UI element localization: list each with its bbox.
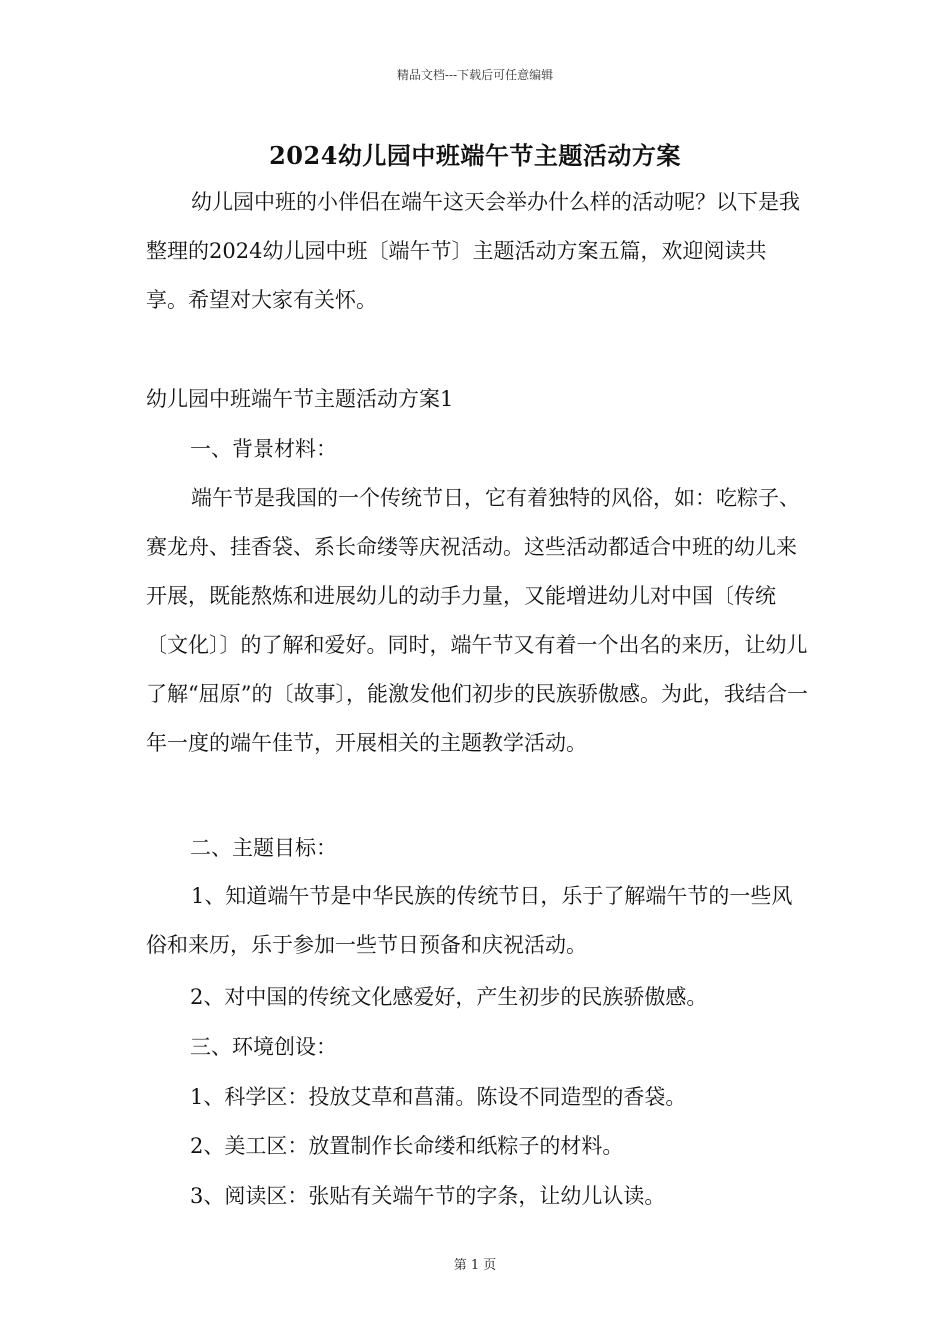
environment-item-3: 3、阅读区：张贴有关端午节的字条，让幼儿认读。 — [190, 1184, 666, 1208]
background-heading: 一、背景材料： — [190, 437, 337, 461]
goal-item-2: 2、对中国的传统文化感爱好，产生初步的民族骄傲感。 — [190, 985, 708, 1009]
header-note: 精品文档---下载后可任意编辑 — [396, 68, 554, 82]
background-paragraph: 端午节是我国的一个传统节日，它有着独特的风俗，如：吃粽子、赛龙舟、挂香袋、系长命缕等庆祝活动。这些活动都适合中班的幼儿来开展，既能熬炼和进展幼儿的动手力量，又能增进幼儿对中国〔传统〔文化〕〕的了解和爱好。同时，端午节又有着一个出名的来历，让幼儿了解“屈原”的〔故事〕，能激发他们初步的民族骄傲感。为此，我结合一年一度的端午佳节，开展相关的主题教学活动。 — [146, 486, 808, 755]
intro-paragraph: 幼儿园中班的小伴侣在端午这天会举办什么样的活动呢？以下是我整理的2024幼儿园中班〔端午节〕主题活动方案五篇，欢迎阅读共享。希望对大家有关怀。 — [146, 190, 800, 312]
environment-item-1: 1、科学区：投放艾草和菖蒲。陈设不同造型的香袋。 — [190, 1085, 687, 1109]
environment-item-2: 2、美工区：放置制作长命缕和纸粽子的材料。 — [190, 1134, 624, 1158]
document-title: 2024幼儿园中班端午节主题活动方案 — [269, 141, 681, 170]
page-number: 第 1 页 — [453, 1258, 497, 1273]
goals-heading: 二、主题目标： — [190, 836, 337, 860]
section-title: 幼儿园中班端午节主题活动方案1 — [146, 387, 454, 411]
environment-heading: 三、环境创设： — [190, 1035, 337, 1059]
goal-item-1: 1、知道端午节是中华民族的传统节日，乐于了解端午节的一些风俗和来历，乐于参加一些节日预备和庆祝活动。 — [146, 884, 793, 957]
